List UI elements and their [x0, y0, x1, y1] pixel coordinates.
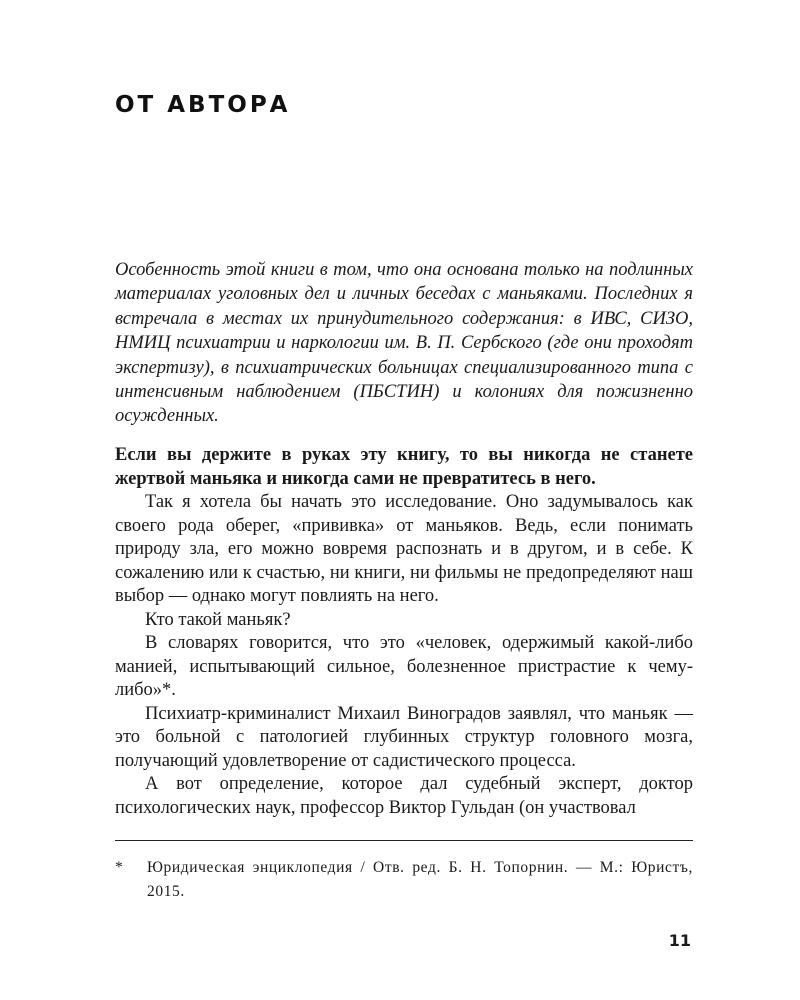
body-paragraph: В словарях говорится, что это «человек, одержимый какой-либо манией, испытывающий сильное, болезненное пристрастие к чему-либо»*. — [115, 633, 693, 700]
footnote-text: Юридическая энциклопедия / Отв. ред. Б. Н. Топорнин. — М.: Юристъ, 2015. — [147, 859, 693, 900]
body-paragraph: Кто такой маньяк? — [145, 609, 291, 630]
body-paragraph: Психиатр-криминалист Михаил Виноградов заявлял, что маньяк — это больной с патологией глубинных структур головного мозга, получающий удовлетворение от садистического процесса. — [115, 703, 693, 771]
main-text — [115, 444, 693, 820]
footnote-marker: * — [115, 859, 123, 876]
intro-paragraph: Особенность этой книги в том, что она основана только на подлинных материалах уголовных дел и личных беседах с маньяками. Последних я встречала в местах их принудительного содержания: в ИВС, СИЗО, НМИЦ психиатрии и наркологии им. В. П. Сербского (где они проходят экспертизу), в психиатрических больницах специализированного типа с интенсивным наблюдением (ПБСТИН) и колониях для пожизненно осужденных. — [115, 260, 693, 427]
chapter-heading: ОТ АВТОРА — [115, 92, 291, 118]
footnote — [115, 856, 693, 904]
page-number: 11 — [668, 931, 691, 950]
footnote-divider — [115, 840, 693, 841]
body-paragraph: А вот определение, которое дал судебный эксперт, доктор психологических наук, профессор Виктор Гульдан (он участвовал — [115, 774, 693, 818]
lead-paragraph: Если вы держите в руках эту книгу, то вы никогда не станете жертвой маньяка и никогда сами не превратитесь в него. — [115, 445, 693, 489]
body-paragraph: Так я хотела бы начать это исследование. Оно задумывалось как своего рода оберег, «прививка» от маньяков. Ведь, если понимать природу зла, его можно вовремя распознать и в другом, и в себе. К сожалению или к счастью, ни книги, ни фильмы не предопределяют наш выбор — однако могут повлиять на него. — [115, 492, 693, 606]
